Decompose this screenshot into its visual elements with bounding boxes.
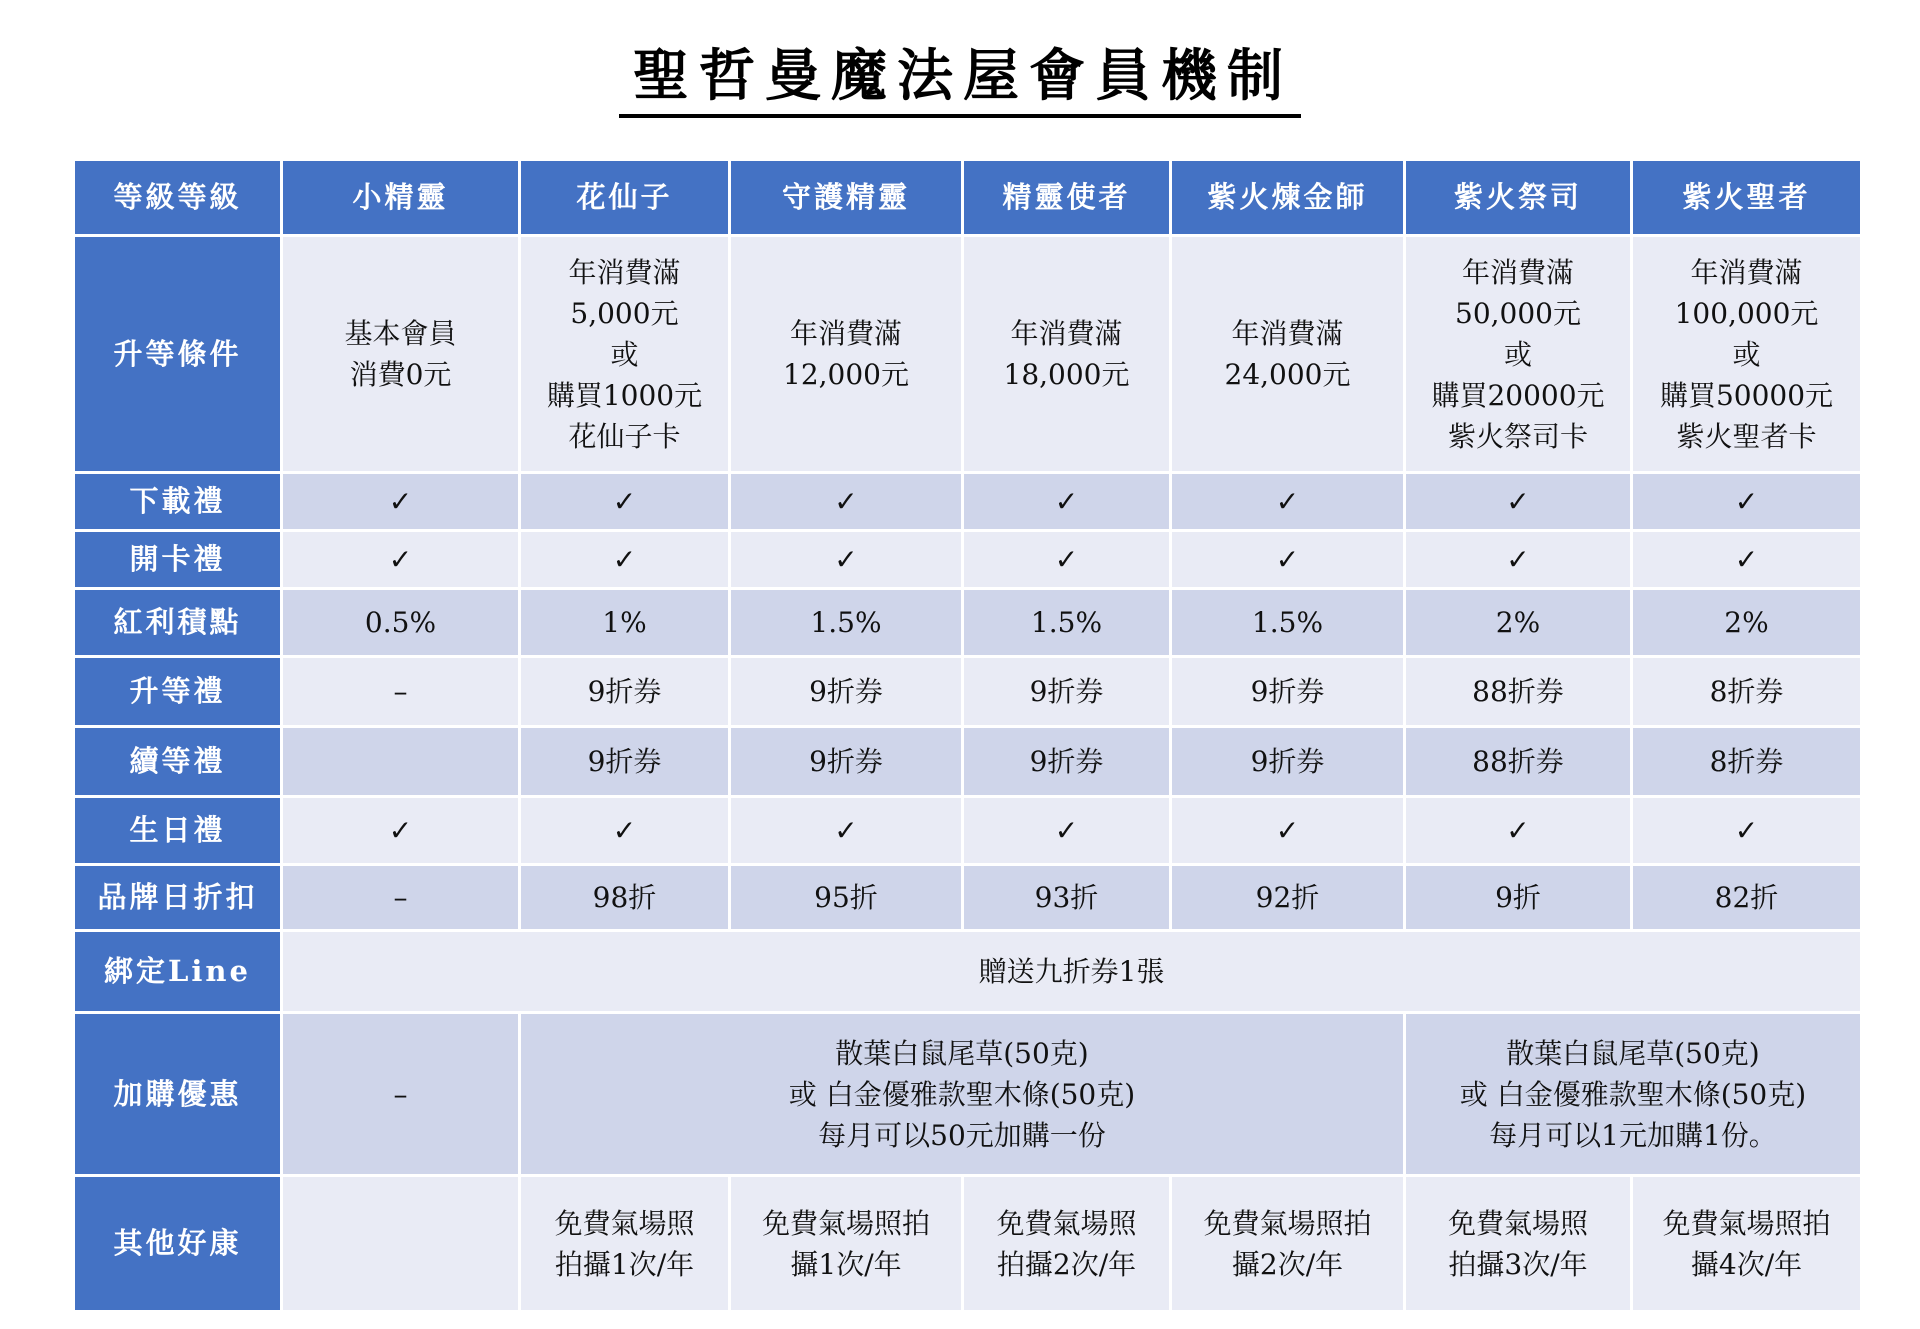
header-cell-tier-1: 小精靈	[282, 160, 520, 236]
check-icon: ✓	[730, 531, 963, 589]
table-cell: 2%	[1632, 589, 1862, 657]
table-row-line	[74, 931, 1862, 1013]
check-icon: ✓	[520, 473, 730, 531]
row-label-renew: 續等禮	[74, 727, 282, 797]
table-cell: 2%	[1405, 589, 1632, 657]
table-cell: –	[282, 657, 520, 727]
check-icon: ✓	[1171, 473, 1405, 531]
line-bonus-cell: 贈送九折券1張	[282, 931, 1862, 1013]
check-icon: ✓	[1632, 473, 1862, 531]
table-row-birthday	[74, 797, 1862, 865]
table-cell: 92折	[1171, 865, 1405, 931]
table-cell: 8折券	[1632, 657, 1862, 727]
check-icon: ✓	[1171, 531, 1405, 589]
table-cell: –	[282, 865, 520, 931]
table-cell: 9折券	[520, 727, 730, 797]
table-row-download	[74, 473, 1862, 531]
row-label-other: 其他好康	[74, 1176, 282, 1312]
table-row-other	[74, 1176, 1862, 1312]
table-cell: 年消費滿 50,000元 或 購買20000元 紫火祭司卡	[1405, 236, 1632, 473]
table-cell: 88折券	[1405, 727, 1632, 797]
table-cell: 基本會員 消費0元	[282, 236, 520, 473]
table-cell: 免費氣場照拍 攝1次/年	[730, 1176, 963, 1312]
header-cell-tier-7: 紫火聖者	[1632, 160, 1862, 236]
table-cell: 免費氣場照 拍攝2次/年	[963, 1176, 1171, 1312]
table-cell: 年消費滿 5,000元 或 購買1000元 花仙子卡	[520, 236, 730, 473]
check-icon: ✓	[1405, 531, 1632, 589]
table-cell: 0.5%	[282, 589, 520, 657]
check-icon: ✓	[1405, 473, 1632, 531]
row-label-levelup: 升等禮	[74, 657, 282, 727]
membership-table	[72, 158, 1863, 1313]
table-cell: 9折券	[1171, 657, 1405, 727]
table-cell: 年消費滿 18,000元	[963, 236, 1171, 473]
table-row-opencard	[74, 531, 1862, 589]
table-cell	[282, 1176, 520, 1312]
table-row-brandday	[74, 865, 1862, 931]
header-cell-tier-4: 精靈使者	[963, 160, 1171, 236]
table-cell: 88折券	[1405, 657, 1632, 727]
check-icon: ✓	[282, 473, 520, 531]
table-cell: 9折	[1405, 865, 1632, 931]
row-label-brandday: 品牌日折扣	[74, 865, 282, 931]
table-row-upgrade	[74, 236, 1862, 473]
table-cell: 95折	[730, 865, 963, 931]
addon-offer-mid: 散葉白鼠尾草(50克) 或 白金優雅款聖木條(50克) 每月可以50元加購一份	[520, 1013, 1405, 1176]
check-icon: ✓	[1171, 797, 1405, 865]
table-cell: 免費氣場照拍 攝2次/年	[1171, 1176, 1405, 1312]
table-cell: 免費氣場照 拍攝3次/年	[1405, 1176, 1632, 1312]
row-label-birthday: 生日禮	[74, 797, 282, 865]
table-cell: 9折券	[1171, 727, 1405, 797]
check-icon: ✓	[282, 531, 520, 589]
page-title-wrap	[0, 44, 1920, 118]
table-cell: 免費氣場照拍 攝4次/年	[1632, 1176, 1862, 1312]
check-icon: ✓	[282, 797, 520, 865]
table-cell: 年消費滿 12,000元	[730, 236, 963, 473]
row-label-addon: 加購優惠	[74, 1013, 282, 1176]
table-cell: 1.5%	[730, 589, 963, 657]
header-row	[74, 160, 1862, 236]
check-icon: ✓	[520, 531, 730, 589]
check-icon: ✓	[1632, 797, 1862, 865]
header-cell-tier-6: 紫火祭司	[1405, 160, 1632, 236]
check-icon: ✓	[1405, 797, 1632, 865]
header-cell-tier-2: 花仙子	[520, 160, 730, 236]
header-cell-tier-label: 等級等級	[74, 160, 282, 236]
table-cell: 1.5%	[963, 589, 1171, 657]
table-cell: 9折券	[520, 657, 730, 727]
addon-offer-high: 散葉白鼠尾草(50克) 或 白金優雅款聖木條(50克) 每月可以1元加購1份。	[1405, 1013, 1862, 1176]
row-label-upgrade: 升等條件	[74, 236, 282, 473]
table-cell: 年消費滿 24,000元	[1171, 236, 1405, 473]
check-icon: ✓	[520, 797, 730, 865]
row-label-points: 紅利積點	[74, 589, 282, 657]
table-cell: 9折券	[963, 657, 1171, 727]
table-cell: 9折券	[730, 657, 963, 727]
table-cell	[282, 727, 520, 797]
check-icon: ✓	[963, 473, 1171, 531]
table-row-renew	[74, 727, 1862, 797]
check-icon: ✓	[963, 531, 1171, 589]
table-cell: 9折券	[730, 727, 963, 797]
row-label-opencard: 開卡禮	[74, 531, 282, 589]
table-cell: 9折券	[963, 727, 1171, 797]
table-row-addon	[74, 1013, 1862, 1176]
table-cell: 8折券	[1632, 727, 1862, 797]
table-row-levelup	[74, 657, 1862, 727]
table-cell: 82折	[1632, 865, 1862, 931]
table-cell: 免費氣場照 拍攝1次/年	[520, 1176, 730, 1312]
row-label-download: 下載禮	[74, 473, 282, 531]
row-label-line: 綁定Line	[74, 931, 282, 1013]
table-cell: –	[282, 1013, 520, 1176]
table-cell: 年消費滿 100,000元 或 購買50000元 紫火聖者卡	[1632, 236, 1862, 473]
page-title: 聖哲曼魔法屋會員機制	[619, 44, 1301, 118]
header-cell-tier-3: 守護精靈	[730, 160, 963, 236]
check-icon: ✓	[1632, 531, 1862, 589]
check-icon: ✓	[730, 473, 963, 531]
check-icon: ✓	[963, 797, 1171, 865]
table-row-points	[74, 589, 1862, 657]
table-cell: 93折	[963, 865, 1171, 931]
table-cell: 1%	[520, 589, 730, 657]
table-cell: 1.5%	[1171, 589, 1405, 657]
table-cell: 98折	[520, 865, 730, 931]
header-cell-tier-5: 紫火煉金師	[1171, 160, 1405, 236]
check-icon: ✓	[730, 797, 963, 865]
